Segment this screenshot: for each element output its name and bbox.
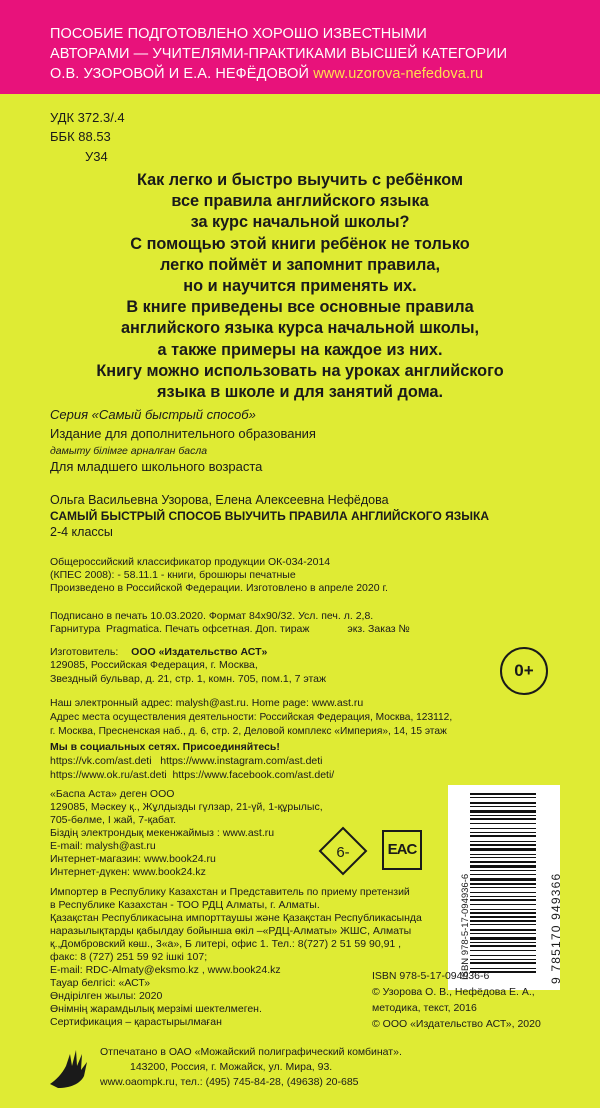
barcode-bar bbox=[470, 857, 536, 858]
importer-line: Тауар белгісі: «АСТ» bbox=[50, 977, 151, 989]
social-heading: Мы в социальных сетях. Присоединяйтесь! bbox=[50, 741, 280, 753]
diamond-icon bbox=[318, 826, 368, 876]
barcode-bar bbox=[470, 968, 536, 969]
headline-block bbox=[0, 170, 600, 403]
barcode-bar bbox=[470, 892, 536, 893]
kz-line: Интернет-магазин: www.book24.ru bbox=[50, 853, 216, 865]
importer-line: факс: 8 (727) 251 59 92 ішкі 107; bbox=[50, 951, 208, 963]
maker-label: Изготовитель: bbox=[50, 646, 119, 658]
barcode-bar bbox=[470, 887, 536, 888]
edition-type-kz: дамыту білімге арналған басла bbox=[50, 445, 208, 457]
barcode-bar bbox=[470, 962, 536, 964]
series-name: Серия «Самый быстрый способ» bbox=[50, 407, 256, 422]
barcode-bar bbox=[470, 896, 536, 897]
age-rating-kz-badge bbox=[318, 826, 368, 876]
barcode-bar bbox=[470, 818, 536, 820]
banner-line-1: ПОСОБИЕ ПОДГОТОВЛЕНО ХОРОШО ИЗВЕСТНЫМИ bbox=[50, 26, 427, 42]
okp-line: (КПЕС 2008): - 58.11.1 - книги, брошюры печатные bbox=[50, 569, 296, 581]
barcode-bar bbox=[470, 909, 536, 910]
maker-name: ООО «Издательство АСТ» bbox=[131, 646, 268, 658]
barcode-bar bbox=[470, 797, 536, 798]
banner-line-3 bbox=[50, 65, 483, 84]
barcode-bar bbox=[470, 815, 536, 816]
copyright-line: © Узорова О. В., Нефёдова Е. А., bbox=[372, 986, 535, 998]
social-links[interactable]: https://vk.com/ast.deti https://www.instagram.com/ast.deti bbox=[50, 755, 323, 767]
okp-line: Произведено в Российской Федерации. Изготовлено в апреле 2020 г. bbox=[50, 582, 388, 594]
barcode-bar bbox=[470, 844, 536, 846]
importer-line: Қазақстан Республикасына импорттаушы және Қазақстан Республикасында bbox=[50, 912, 422, 924]
importer-line: қ.,Домбровский көш., 3«а», Б литері, офис 1. Тел.: 8(727) 2 51 59 90,91 , bbox=[50, 938, 402, 950]
importer-line: Өндірілген жылы: 2020 bbox=[50, 990, 163, 1002]
barcode-bar bbox=[470, 955, 536, 956]
barcode-bar bbox=[470, 865, 536, 868]
hand-logo-icon bbox=[46, 1044, 92, 1090]
barcode-bar bbox=[470, 942, 536, 943]
kz-line: Интернет-дүкен: www.book24.kz bbox=[50, 866, 206, 878]
printer-line: 143200, Россия, г. Можайск, ул. Мира, 93. bbox=[130, 1061, 333, 1073]
maker-address: Звездный бульвар, д. 21, стр. 1, комн. 705, пом.1, 7 этаж bbox=[50, 673, 327, 685]
contact-line: Адрес места осуществления деятельности: Российская Федерация, Москва, 123112, bbox=[50, 712, 453, 723]
barcode-bar bbox=[470, 945, 536, 947]
bbk-code: ББК 88.53 bbox=[50, 129, 111, 144]
headline-line: но и научится применять их. bbox=[183, 277, 417, 296]
headline-line: легко поймёт и запомнит правила, bbox=[160, 255, 440, 274]
eac-mark bbox=[382, 830, 422, 870]
importer-line: в Республике Казахстан - ТОО РДЦ Алматы, г. Алматы. bbox=[50, 899, 320, 911]
barcode-bar bbox=[470, 937, 536, 940]
banner-website-link[interactable]: www.uzorova-nefedova.ru bbox=[313, 66, 484, 82]
grades: 2-4 классы bbox=[50, 525, 113, 539]
banner-line-2: АВТОРАМИ — УЧИТЕЛЯМИ-ПРАКТИКАМИ ВЫСШЕЙ КАТЕГОРИИ bbox=[50, 46, 508, 62]
banner-authors: О.В. УЗОРОВОЙ И Е.А. НЕФЁДОВОЙ bbox=[50, 66, 310, 82]
copyright-line: методика, текст, 2016 bbox=[372, 1002, 477, 1014]
barcode-bar bbox=[470, 883, 536, 885]
barcode-bar bbox=[470, 950, 536, 951]
barcode-bar bbox=[470, 874, 536, 875]
author-mark: У34 bbox=[85, 149, 108, 164]
barcode-bar bbox=[470, 920, 536, 922]
authors: Ольга Васильевна Узорова, Елена Алексеевна Нефёдова bbox=[50, 493, 389, 507]
kz-line: E-mail: malysh@ast.ru bbox=[50, 840, 156, 852]
barcode-bar bbox=[470, 841, 536, 842]
audience: Для младшего школьного возраста bbox=[50, 459, 263, 474]
barcode-bar bbox=[470, 828, 536, 829]
kz-line: 705-бөлме, I жай, 7-қабат. bbox=[50, 814, 176, 826]
importer-line: Импортер в Республику Казахстан и Представитель по приему претензий bbox=[50, 886, 410, 898]
barcode-bar bbox=[470, 878, 536, 881]
printer-line: www.oaompk.ru, тел.: (495) 745-84-28, (49638) 20-685 bbox=[100, 1076, 359, 1088]
barcode-bar bbox=[470, 916, 536, 918]
headline-line: Книгу можно использовать на уроках английского bbox=[96, 361, 504, 380]
age-rating-badge: 0+ bbox=[500, 647, 548, 695]
isbn-vertical: ISBN 978-5-17-094936-6 bbox=[460, 873, 471, 980]
headline-line: В книге приведены все основные правила bbox=[126, 298, 474, 317]
importer-line: Өнімнің жарамдылық мерзімі шектелмеген. bbox=[50, 1003, 262, 1015]
copyright-line: © ООО «Издательство АСТ», 2020 bbox=[372, 1018, 541, 1030]
copyright-line: ISBN 978-5-17-094936-6 bbox=[372, 970, 490, 982]
kz-line: «Баспа Аста» деген ООО bbox=[50, 788, 175, 800]
print-info: Гарнитура Pragmatica. Печать офсетная. Доп. тираж экз. Заказ № bbox=[50, 623, 410, 635]
barcode-bar bbox=[470, 848, 536, 851]
kz-line: 129085, Мәскеу қ., Жұлдызды гүлзар, 21-үй, 1-құрылыс, bbox=[50, 801, 323, 813]
barcode-bar bbox=[470, 899, 536, 901]
headline-line: языка в школе и для занятий дома. bbox=[157, 383, 443, 402]
age-kz-text: 6- bbox=[336, 844, 350, 861]
maker-address: 129085, Российская Федерация, г. Москва, bbox=[50, 659, 258, 671]
headline-line: Как легко и быстро выучить с ребёнком bbox=[136, 171, 464, 189]
book-title: САМЫЙ БЫСТРЫЙ СПОСОБ ВЫУЧИТЬ ПРАВИЛА АНГЛИЙСКОГО ЯЗЫКА bbox=[50, 509, 490, 523]
importer-line: наразылықтарды қабылдау бойынша өкіл –«РДЦ-Алматы» ЖШС, Алматы bbox=[50, 925, 412, 937]
udk-code: УДК 372.3/.4 bbox=[50, 110, 125, 125]
headline-line: а также примеры на каждое из них. bbox=[157, 340, 443, 359]
barcode-bar bbox=[470, 959, 536, 960]
headline-line: за курс начальной школы? bbox=[190, 213, 410, 232]
barcode-bar bbox=[470, 912, 536, 914]
headline-line: английского языка курса начальной школы, bbox=[120, 319, 480, 338]
importer-line: Сертификация – қарастырылмаған bbox=[50, 1016, 222, 1028]
contact-line: г. Москва, Пресненская наб., д. 6, стр. 2, Деловой комплекс «Империя», 14, 15 этаж bbox=[50, 726, 447, 737]
headline-line: С помощью этой книги ребёнок не только bbox=[130, 234, 470, 253]
kz-line: Біздің электрондық мекенжаймыз : www.ast.ru bbox=[50, 827, 275, 839]
barcode-bar bbox=[470, 832, 536, 833]
edition-type: Издание для дополнительного образования bbox=[50, 426, 316, 441]
printer-line: Отпечатано в ОАО «Можайский полиграфический комбинат». bbox=[100, 1046, 402, 1058]
eac-text: EAC bbox=[387, 841, 417, 858]
social-links[interactable]: https://www.ok.ru/ast.deti https://www.facebook.com/ast.deti/ bbox=[50, 769, 335, 781]
barcode-bar bbox=[470, 823, 536, 824]
barcode-bar bbox=[470, 802, 536, 804]
importer-line: E-mail: RDC-Almaty@eksmo.kz , www.book24.kz bbox=[50, 964, 281, 976]
contact-line: Наш электронный адрес: malysh@ast.ru. Home page: www.ast.ru bbox=[50, 697, 364, 709]
barcode-bar bbox=[470, 835, 536, 837]
okp-line: Общероссийский классификатор продукции ОК-034-2014 bbox=[50, 556, 331, 568]
headline-line: все правила английского языка bbox=[171, 192, 429, 211]
barcode-bar bbox=[470, 810, 536, 813]
barcode-bar bbox=[470, 854, 536, 855]
barcode-bar bbox=[470, 861, 536, 863]
barcode-bar bbox=[470, 924, 536, 925]
print-info: Подписано в печать 10.03.2020. Формат 84х90/32. Усл. печ. л. 2,8. bbox=[50, 610, 374, 622]
printer-logo bbox=[46, 1044, 92, 1090]
barcode-digits: 9 785170 949366 bbox=[549, 872, 563, 984]
maker-line bbox=[50, 646, 267, 659]
barcode-bar bbox=[470, 933, 536, 934]
barcode-bar bbox=[470, 929, 536, 931]
barcode-bar bbox=[470, 870, 536, 871]
barcode-bar bbox=[470, 904, 536, 905]
barcode-bar bbox=[470, 806, 536, 807]
barcode-bar bbox=[470, 793, 536, 795]
